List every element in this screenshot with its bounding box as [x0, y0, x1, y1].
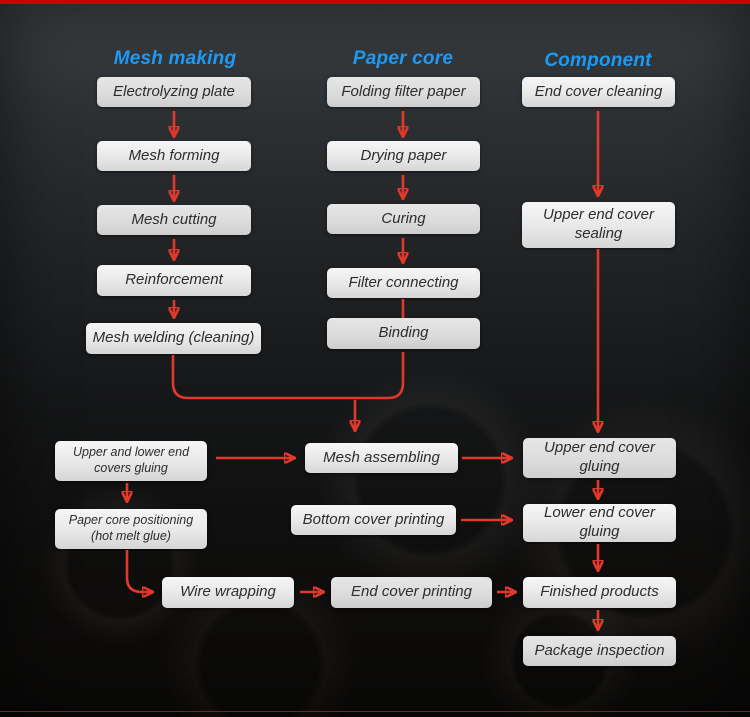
node-paper-core-positioning: Paper core positioning (hot melt glue) [55, 509, 207, 549]
column-header-paper-core: Paper core [352, 48, 454, 69]
node-package-inspection: Package inspection [523, 636, 676, 666]
node-lower-end-cover-gluing: Lower end cover gluing [523, 504, 676, 542]
node-mesh-forming: Mesh forming [97, 141, 251, 171]
node-mesh-assembling: Mesh assembling [305, 443, 458, 473]
node-end-cover-cleaning: End cover cleaning [522, 77, 675, 107]
column-header-component: Component [544, 50, 652, 71]
node-wire-wrapping: Wire wrapping [162, 577, 294, 608]
node-curing: Curing [327, 204, 480, 234]
bottom-accent-line [0, 711, 750, 712]
node-reinforcement: Reinforcement [97, 265, 251, 296]
node-mesh-cutting: Mesh cutting [97, 205, 251, 235]
node-folding-filter-paper: Folding filter paper [327, 77, 480, 107]
node-binding: Binding [327, 318, 480, 349]
node-bottom-cover-printing: Bottom cover printing [291, 505, 456, 535]
node-filter-connecting: Filter connecting [327, 268, 480, 298]
node-upper-lower-covers-gluing: Upper and lower end covers gluing [55, 441, 207, 481]
arrow-positioning-to-wire-wrapping [127, 550, 152, 592]
column-header-mesh-making: Mesh making [113, 48, 237, 69]
node-upper-end-cover-gluing: Upper end cover gluing [523, 438, 676, 478]
node-electrolyzing-plate: Electrolyzing plate [97, 77, 251, 107]
node-upper-end-cover-sealing: Upper end cover sealing [522, 202, 675, 248]
node-mesh-welding: Mesh welding (cleaning) [86, 323, 261, 354]
node-finished-products: Finished products [523, 577, 676, 608]
connector-welding-binding-merge [173, 352, 403, 398]
node-end-cover-printing: End cover printing [331, 577, 492, 608]
node-drying-paper: Drying paper [327, 141, 480, 171]
top-accent-bar [0, 0, 750, 4]
